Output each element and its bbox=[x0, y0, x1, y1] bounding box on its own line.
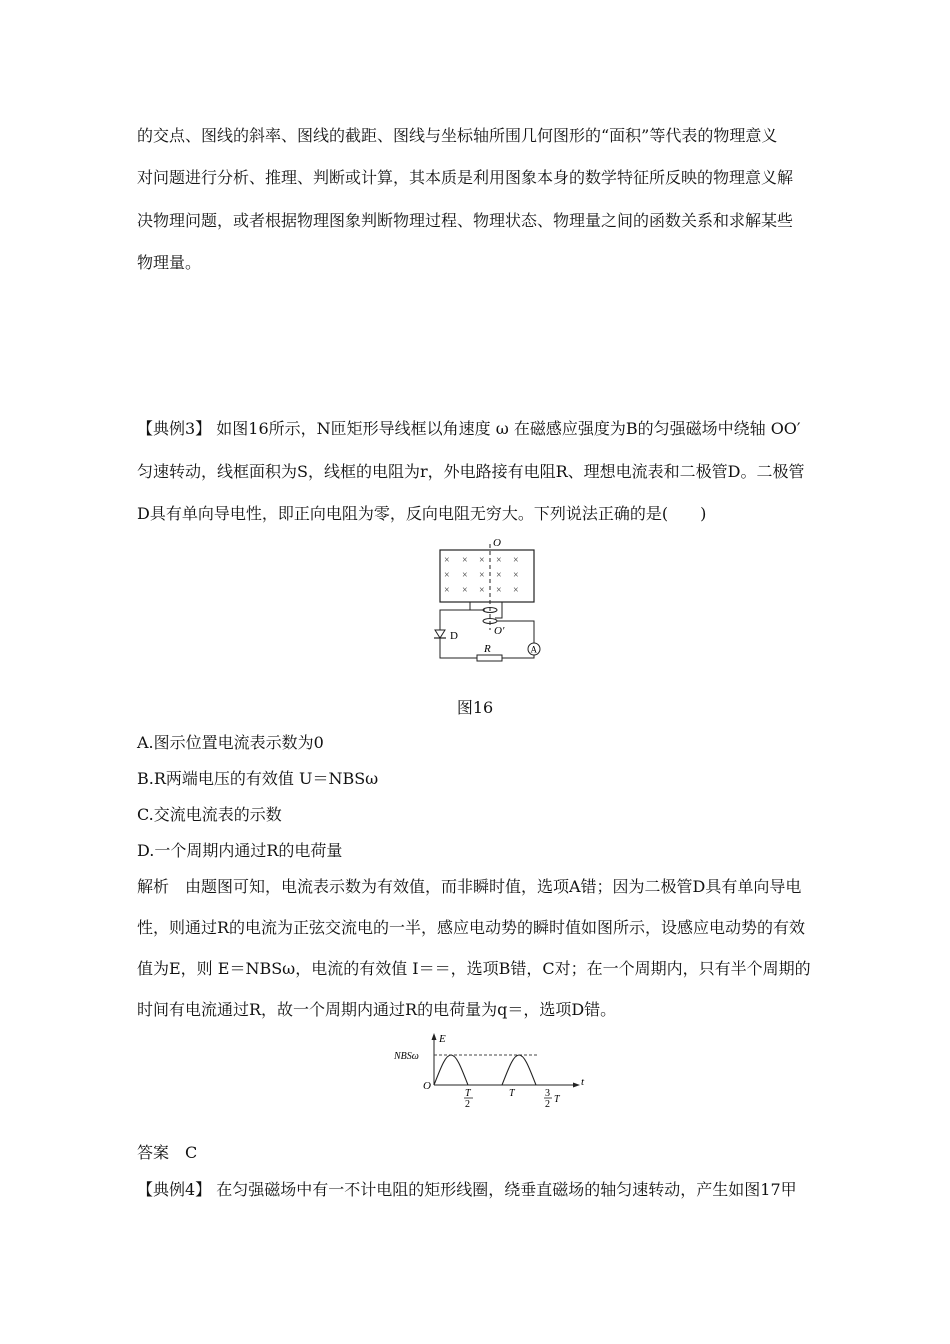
example3-line-3: D具有单向导电性，即正向电阻为零，反向电阻无穷大。下列说法正确的是( ) bbox=[137, 504, 707, 523]
graph-label-E: E bbox=[439, 1033, 446, 1045]
tick-T-half-den: 2 bbox=[465, 1099, 470, 1110]
example3-line-2: 匀速转动，线框面积为S，线框的电阻为r，外电路接有电阻R、理想电流表和二极管D。二极管 bbox=[137, 462, 805, 481]
figure-caption: 图16 bbox=[456, 698, 494, 717]
intro-line-3: 决物理问题，或者根据物理图象判断物理过程、物理状态、物理量之间的函数关系和求解某些 bbox=[137, 211, 794, 230]
analysis-line-4: 时间有电流通过R，故一个周期内通过R的电荷量为q＝，选项D错。 bbox=[137, 1000, 617, 1019]
ammeter-label: A bbox=[530, 644, 537, 655]
coil-frame bbox=[440, 550, 534, 602]
magnetic-field-crosses bbox=[444, 555, 519, 596]
tick-3T-half-T: T bbox=[554, 1094, 560, 1105]
diode-symbol bbox=[434, 630, 446, 638]
tick-T: T bbox=[509, 1088, 515, 1099]
coil-lead-right bbox=[495, 602, 502, 618]
example4-line-1: 【典例4】 在匀强磁场中有一不计电阻的矩形线圈，绕垂直磁场的轴匀速转动，产生如图17甲 bbox=[137, 1180, 797, 1199]
y-axis-arrow bbox=[432, 1033, 437, 1040]
graph-label-peak: NBSω bbox=[394, 1051, 419, 1062]
intro-line-2: 对问题进行分析、推理、判断或计算，其本质是利用图象本身的数学特征所反映的物理意义解 bbox=[137, 168, 794, 187]
tick-T-half-num: T bbox=[465, 1088, 471, 1099]
option-c: C.交流电流表的示数 bbox=[137, 805, 282, 824]
option-d: D.一个周期内通过R的电荷量 bbox=[137, 841, 343, 860]
intro-line-4: 物理量。 bbox=[137, 253, 202, 272]
svg-text:×: × bbox=[479, 570, 485, 581]
svg-text:×: × bbox=[462, 585, 468, 596]
answer-line: 答案 C bbox=[137, 1143, 198, 1162]
svg-text:×: × bbox=[496, 585, 502, 596]
analysis-line-3: 值为E，则 E＝NBSω，电流的有效值 I＝＝，选项B错，C对；在一个周期内，只有半个周期的 bbox=[137, 959, 811, 978]
emf-graph bbox=[392, 1030, 592, 1120]
label-R: R bbox=[484, 643, 491, 655]
svg-text:×: × bbox=[444, 555, 450, 566]
svg-text:×: × bbox=[444, 585, 450, 596]
option-a: A.图示位置电流表示数为0 bbox=[137, 733, 324, 752]
graph-label-t: t bbox=[581, 1076, 585, 1088]
example3-line-1: 【典例3】 如图16所示，N匝矩形导线框以角速度 ω 在磁感应强度为B的匀强磁场中绕轴 OO′ bbox=[137, 419, 801, 438]
svg-text:×: × bbox=[513, 585, 519, 596]
graph-label-O: O bbox=[423, 1080, 431, 1092]
emf-curve bbox=[434, 1055, 536, 1085]
tick-3T-half-den: 2 bbox=[545, 1099, 550, 1110]
svg-text:×: × bbox=[462, 570, 468, 581]
circuit-figure bbox=[420, 530, 560, 665]
wire-bottom-right bbox=[502, 655, 534, 658]
svg-text:×: × bbox=[513, 570, 519, 581]
svg-text:×: × bbox=[479, 555, 485, 566]
coil-lead-left bbox=[470, 602, 485, 610]
svg-text:×: × bbox=[444, 570, 450, 581]
tick-3T-half-num: 3 bbox=[545, 1088, 550, 1099]
x-axis-arrow bbox=[573, 1083, 580, 1088]
svg-text:×: × bbox=[496, 555, 502, 566]
intro-line-1: 的交点、图线的斜率、图线的截距、图线与坐标轴所围几何图形的“面积”等代表的物理意义 bbox=[137, 126, 778, 145]
svg-text:×: × bbox=[513, 555, 519, 566]
option-b: B.R两端电压的有效值 U＝NBSω bbox=[137, 769, 379, 788]
label-O-prime: O′ bbox=[494, 625, 505, 637]
analysis-line-1: 解析 由题图可知，电流表示数为有效值，而非瞬时值，选项A错；因为二极管D具有单向导电 bbox=[137, 877, 802, 896]
svg-text:×: × bbox=[462, 555, 468, 566]
svg-text:×: × bbox=[496, 570, 502, 581]
resistor-R bbox=[477, 655, 502, 661]
label-O: O bbox=[493, 537, 501, 549]
wire-left bbox=[440, 610, 483, 658]
svg-text:×: × bbox=[479, 585, 485, 596]
label-D: D bbox=[450, 630, 458, 642]
analysis-line-2: 性，则通过R的电流为正弦交流电的一半，感应电动势的瞬时值如图所示，设感应电动势的有效 bbox=[137, 918, 806, 937]
